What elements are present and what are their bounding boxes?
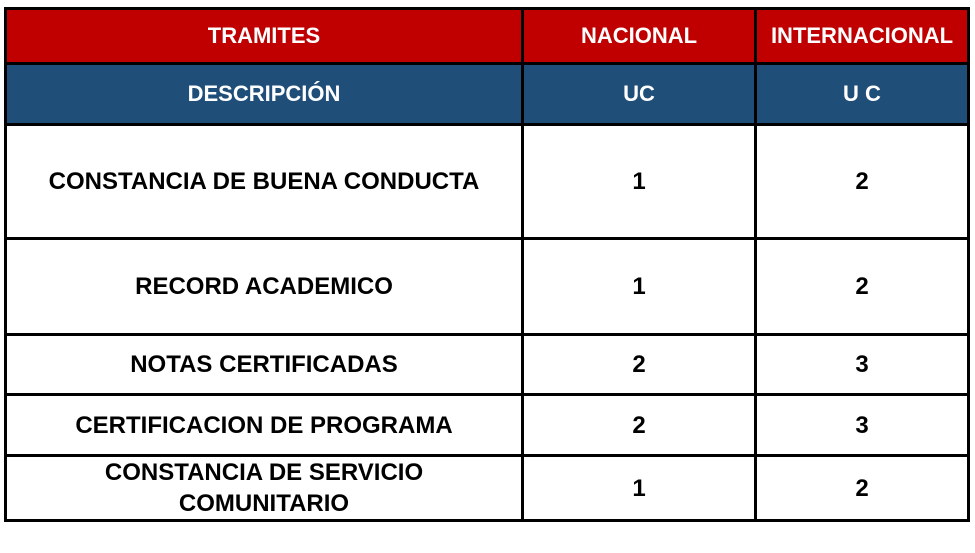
tramites-table	[4, 7, 970, 522]
row-descripcion: RECORD ACADEMICO	[6, 239, 523, 335]
row-internacional-uc: 3	[756, 395, 969, 456]
subheader-row	[6, 64, 969, 125]
subheader-internacional-uc: U C	[756, 64, 969, 125]
table-row	[6, 456, 969, 521]
subheader-descripcion: DESCRIPCIÓN	[6, 64, 523, 125]
table-row	[6, 125, 969, 239]
table-row	[6, 335, 969, 395]
table-row	[6, 395, 969, 456]
row-descripcion: CONSTANCIA DE BUENA CONDUCTA	[6, 125, 523, 239]
row-nacional-uc: 2	[523, 335, 756, 395]
row-nacional-uc: 1	[523, 239, 756, 335]
row-descripcion: CONSTANCIA DE SERVICIO COMUNITARIO	[6, 456, 523, 521]
row-internacional-uc: 2	[756, 125, 969, 239]
row-nacional-uc: 1	[523, 456, 756, 521]
header-nacional: NACIONAL	[523, 9, 756, 64]
row-internacional-uc: 3	[756, 335, 969, 395]
subheader-nacional-uc: UC	[523, 64, 756, 125]
row-descripcion: NOTAS CERTIFICADAS	[6, 335, 523, 395]
row-descripcion: CERTIFICACION DE PROGRAMA	[6, 395, 523, 456]
header-tramites: TRAMITES	[6, 9, 523, 64]
header-row	[6, 9, 969, 64]
row-nacional-uc: 2	[523, 395, 756, 456]
row-nacional-uc: 1	[523, 125, 756, 239]
row-internacional-uc: 2	[756, 456, 969, 521]
header-internacional: INTERNACIONAL	[756, 9, 969, 64]
row-internacional-uc: 2	[756, 239, 969, 335]
table-row	[6, 239, 969, 335]
